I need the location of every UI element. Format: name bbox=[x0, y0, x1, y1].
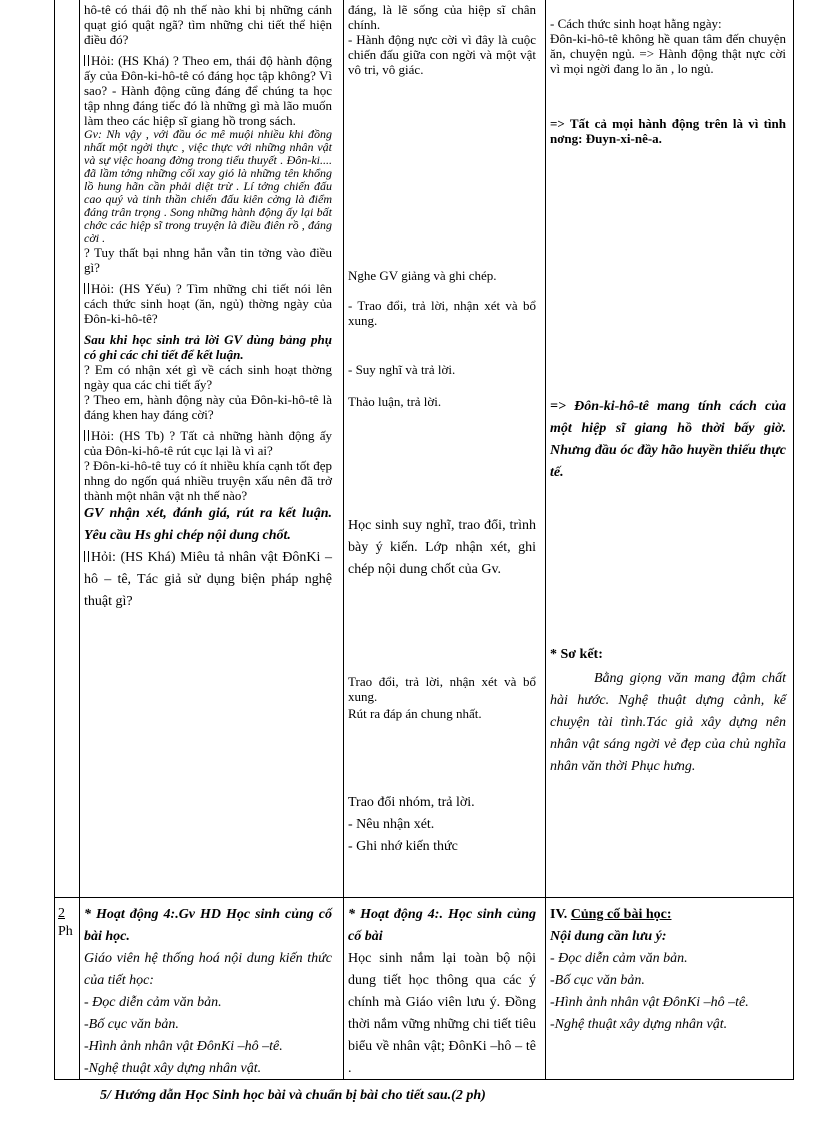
student-answer-5: - Suy nghĩ và trả lời. bbox=[348, 362, 456, 377]
teacher-question-6: ? Theo em, hành động này của Đôn-ki-hô-tê là đáng khen hay đáng cời? bbox=[84, 392, 332, 422]
teacher-question-5: ? Em có nhận xét gì về cách sinh hoạt thờng ngày qua các chi tiết ấy? bbox=[84, 362, 332, 392]
activity4-teacher-item: -Hình ảnh nhân vật ĐônKi –hô –tê. bbox=[84, 1039, 283, 1054]
time-unit: Ph bbox=[58, 924, 73, 939]
column-divider-1 bbox=[79, 0, 80, 1080]
table-border-right bbox=[793, 0, 794, 1080]
question-marker-icon bbox=[84, 551, 89, 562]
consolidation-item: -Bố cục văn bản. bbox=[550, 973, 645, 988]
student-answer-12: - Ghi nhớ kiến thức bbox=[348, 839, 458, 854]
student-answer-2: - Hành động nực cời vì đây là cuộc chiến đấu giữa con ngời và một vật vô tri, vô giác. bbox=[348, 32, 536, 77]
activity4-teacher-item: - Đọc diễn cảm văn bản. bbox=[84, 995, 222, 1010]
teacher-conclusion: GV nhận xét, đánh giá, rút ra kết luận. Yêu cầu Hs ghi chép nội dung chốt. bbox=[84, 506, 332, 543]
time-value: 2 bbox=[58, 906, 65, 921]
question-marker-icon bbox=[84, 430, 89, 441]
student-answer-4: - Trao đổi, trả lời, nhận xét và bổ xung. bbox=[348, 298, 536, 328]
content-habits-heading: - Cách thức sinh hoạt hằng ngày: bbox=[550, 16, 722, 31]
activity4-teacher-item: -Nghệ thuật xây dựng nhân vật. bbox=[84, 1061, 262, 1076]
row-divider bbox=[54, 897, 794, 898]
teacher-explanation: Gv: Nh vậy , với đầu óc mê muội nhiều khi đồng nhất một ngời thực , việc thực với những nhân vật và sự việc hoang đờng trong tiểu thuyết . Đôn-ki.... đã lầm tởng những cối xay gió là những tên khổng lồ hung hãn cần phải diệt trừ . Lí tởng chiến đấu cao quý và tinh thần chiến đấu kiên cờng là điểm đáng trân trọng . Song những hành động ấy lại bất chớc các hiệp sĩ trong truyện là điều điên rồ , đáng cời . bbox=[84, 127, 332, 245]
teacher-question-3: ? Tuy thất bại nhng hắn vẫn tin tởng vào điều gì? bbox=[84, 245, 332, 275]
activity4-teacher-intro: Giáo viên hệ thống hoá nội dung kiến thức của tiết học: bbox=[84, 951, 332, 988]
teacher-question-7: Hỏi: (HS Tb) ? Tất cả những hành động ấy của Đôn-ki-hô-tê rút cục lại là vì ai? bbox=[84, 428, 332, 458]
teacher-question-4: Hỏi: (HS Yếu) ? Tìm những chi tiết nói lên cách thức sinh hoạt (ăn, ngủ) thờng ngày của Đôn-ki-hô-tê? bbox=[84, 281, 332, 326]
content-character-conclusion: => Đôn-ki-hô-tê mang tính cách của một hiệp sĩ giang hồ thời bấy giờ. Nhưng đầu óc đầy hão huyền thiếu thực tế. bbox=[550, 399, 786, 480]
column-divider-2 bbox=[343, 0, 344, 1080]
column-divider-3 bbox=[545, 0, 546, 1080]
student-answer-1: đáng, là lẽ sống của hiệp sĩ chân chính. bbox=[348, 2, 536, 32]
consolidation-heading: IV. Củng cố bài học: bbox=[550, 907, 672, 922]
row2-content-cell bbox=[550, 904, 786, 1036]
homework-instruction: 5/ Hướng dẫn Học Sinh học bài và chuẩn bị bài cho tiết sau.(2 ph) bbox=[100, 1088, 486, 1103]
teacher-question-9: Hỏi: (HS Khá) Miêu tả nhân vật ĐônKi – hô – tê, Tác giả sử dụng biện pháp nghệ thuật gì? bbox=[84, 550, 332, 609]
question-marker-icon bbox=[84, 55, 89, 66]
student-answer-7: Học sinh suy nghĩ, trao đổi, trình bày ý kiến. Lớp nhận xét, ghi chép nội dung chốt của Gv. bbox=[348, 518, 536, 577]
teacher-question-8: ? Đôn-ki-hô-tê tuy có ít nhiều khía cạnh tốt đẹp nhng do ngốn quá nhiều truyện xấu nên đã trở thành một nhân vật nh thế nào? bbox=[84, 458, 332, 503]
teacher-question-2: Hỏi: (HS Khá) ? Theo em, thái độ hành động ấy của Đôn-ki-hô-tê có đáng học tập không? Vì sao? - Hành động cũng đáng để chúng ta học tập nhng đáng tiếc đó là những gì mà lão muốn làm theo các hiệp sĩ giang hồ trong sách. bbox=[84, 53, 332, 128]
student-answer-11: - Nêu nhận xét. bbox=[348, 817, 435, 832]
content-summary-heading: * Sơ kết: bbox=[550, 647, 603, 662]
row1-teacher-cell bbox=[84, 2, 332, 613]
student-answer-3: Nghe GV giảng và ghi chép. bbox=[348, 268, 497, 283]
student-answer-10: Trao đổi nhóm, trả lời. bbox=[348, 795, 475, 810]
content-reason: => Tất cả mọi hành động trên là vì tình nơng: Đuyn-xi-nê-a. bbox=[550, 116, 786, 146]
student-answer-8: Trao đổi, trả lời, nhận xét và bổ xung. bbox=[348, 674, 536, 704]
consolidation-item: -Nghệ thuật xây dựng nhân vật. bbox=[550, 1017, 728, 1032]
row2-student-cell bbox=[348, 904, 536, 1080]
student-answer-6: Thảo luận, trả lời. bbox=[348, 394, 442, 409]
student-answer-9: Rút ra đáp án chung nhất. bbox=[348, 706, 482, 721]
activity4-teacher-heading: * Hoạt động 4:.Gv HD Học sinh củng cố bài học. bbox=[84, 907, 332, 944]
time-cell bbox=[58, 905, 73, 941]
consolidation-item: - Đọc diễn cảm văn bản. bbox=[550, 951, 688, 966]
content-summary-body: Bằng giọng văn mang đậm chất hài hước. Nghệ thuật dựng cảnh, kể chuyện tài tình.Tác giả xây dựng nên nhân vật sáng ngời vẻ đẹp của chủ nghĩa nhân văn thời Phục hưng. bbox=[550, 671, 786, 774]
row2-teacher-cell bbox=[84, 904, 332, 1080]
question-marker-icon bbox=[84, 283, 89, 294]
consolidation-subheading: Nội dung cần lưu ý: bbox=[550, 929, 667, 944]
consolidation-item: -Hình ảnh nhân vật ĐônKi –hô –tê. bbox=[550, 995, 749, 1010]
teacher-question-1: hô-tê có thái độ nh thế nào khi bị những cánh quạt gió quật ngã? tìm những chi tiết thể hiện điều đó? bbox=[84, 2, 332, 47]
activity4-teacher-item: -Bố cục văn bản. bbox=[84, 1017, 179, 1032]
teacher-note-board: Sau khi học sinh trả lời GV dùng bảng phụ có ghi các chi tiết để kết luận. bbox=[84, 332, 332, 362]
table-border-left bbox=[54, 0, 55, 1080]
activity4-student-heading: * Hoạt động 4:. Học sinh củng cố bài bbox=[348, 907, 536, 944]
content-habits-detail: Đôn-ki-hô-tê không hề quan tâm đến chuyện ăn, chuyện ngủ. => Hành động thật nực cời vì mọi ngời đang lo ăn , lo ngủ. bbox=[550, 31, 786, 76]
activity4-student-body: Học sinh nắm lại toàn bộ nội dung tiết học thông qua các ý chính mà Giáo viên lưu ý. Đồng thời nắm vững những chi tiết tiêu biểu về nhân vật; ĐônKi –hô – tê . bbox=[348, 951, 536, 1076]
